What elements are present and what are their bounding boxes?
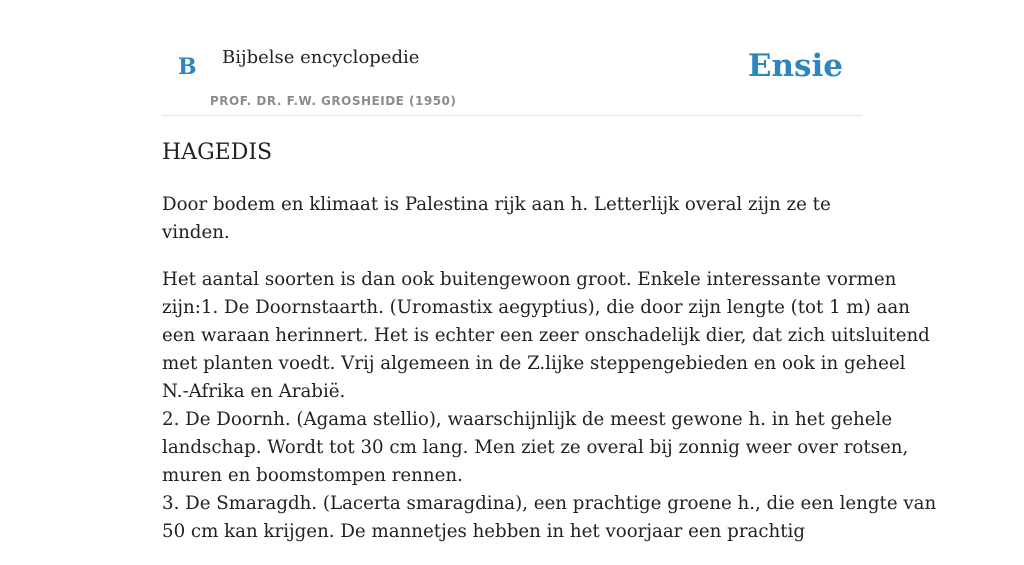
paragraph-line: muren en boomstompen rennen. — [162, 465, 463, 486]
encyclopedia-title-link[interactable]: Bijbelse encyclopedie — [222, 47, 420, 68]
paragraph-line: Het aantal soorten is dan ook buitengewoon groot. Enkele interessante vormen — [162, 269, 897, 290]
ensie-brand-logo[interactable]: Ensie — [747, 48, 843, 84]
encyclopedia-author: PROF. DR. F.W. GROSHEIDE (1950) — [210, 94, 457, 108]
paragraph-line: 3. De Smaragdh. (Lacerta smaragdina), een prachtige groene h., die een lengte van — [162, 493, 937, 514]
paragraph-line: landschap. Wordt tot 30 cm lang. Men ziet ze overal bij zonnig weer over rotsen, — [162, 437, 909, 458]
encyclopedia-logo-icon[interactable]: B — [178, 54, 197, 80]
entry-paragraph: Door bodem en klimaat is Palestina rijk aan h. Letterlijk overal zijn ze te vinden. — [162, 194, 831, 243]
entry-body — [162, 191, 937, 565]
entry-title: HAGEDIS — [162, 140, 273, 165]
paragraph-line: 2. De Doornh. (Agama stellio), waarschijnlijk de meest gewone h. in het gehele — [162, 409, 893, 430]
paragraph-line: zijn:1. De Doornstaarth. (Uromastix aegyptius), die door zijn lengte (tot 1 m) aan — [162, 297, 910, 318]
paragraph-line: een waraan herinnert. Het is echter een zeer onschadelijk dier, dat zich uitsluitend — [162, 325, 930, 346]
paragraph-line: 50 cm kan krijgen. De mannetjes hebben in het voorjaar een prachtig — [162, 521, 806, 542]
paragraph-line: met planten voedt. Vrij algemeen in de Z.lijke steppengebieden en ook in geheel — [162, 353, 906, 374]
paragraph-line: N.-Afrika en Arabië. — [162, 381, 346, 402]
article-container — [162, 0, 937, 542]
page-header — [162, 0, 862, 116]
entry-paragraph — [162, 266, 937, 546]
